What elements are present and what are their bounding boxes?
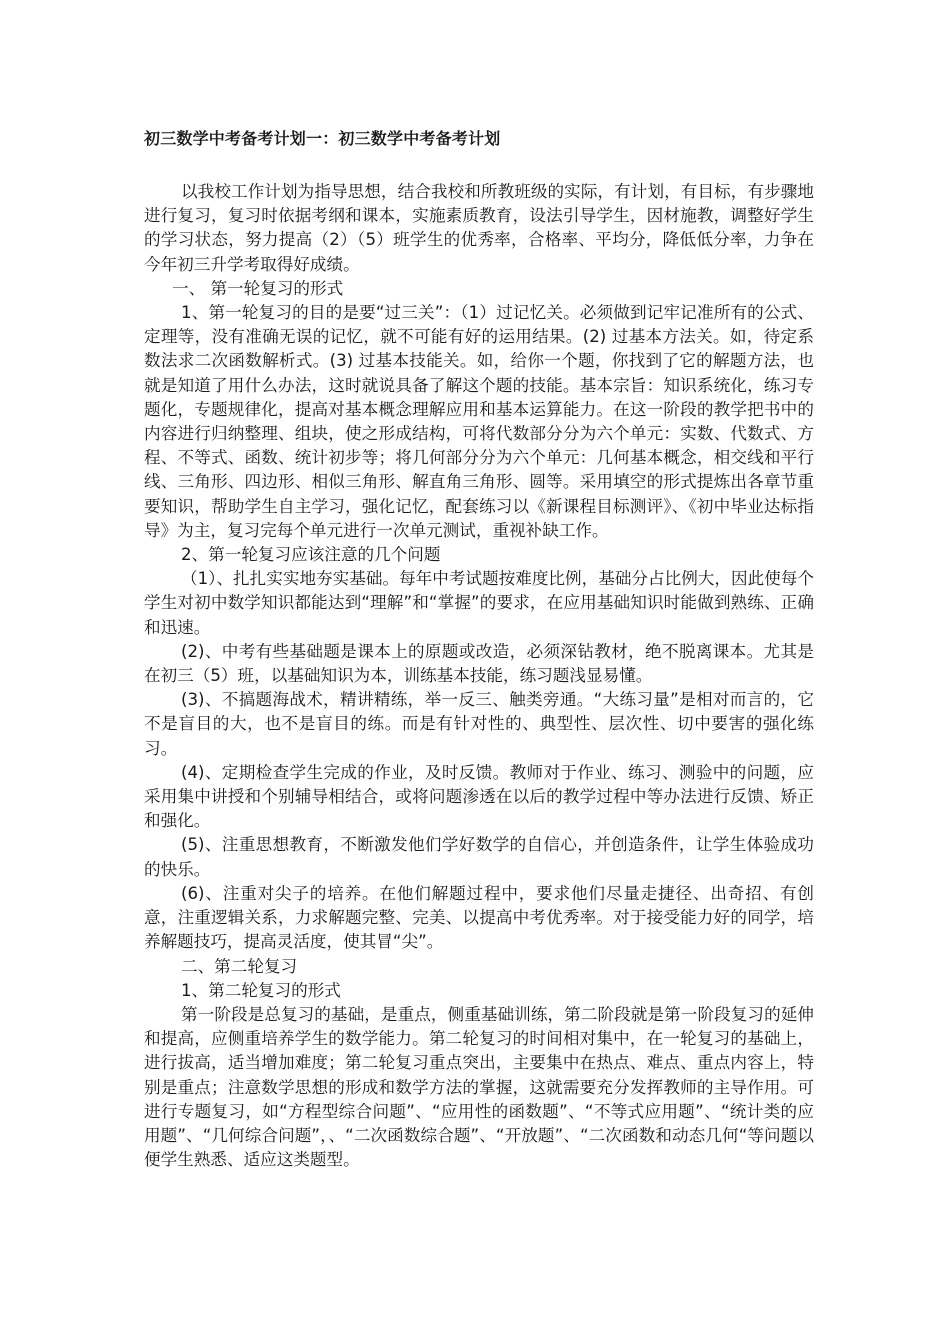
- issue-5-paragraph: (5)、注重思想教育，不断激发他们学好数学的自信心，并创造条件，让学生体验成功的快乐。: [144, 835, 814, 879]
- first-round-purpose-paragraph: 1、第一轮复习的目的是要“过三关”：（1）过记忆关。必须做到记牢记准所有的公式、定理等，没有准确无误的记忆，就不可能有好的运用结果。(2) 过基本方法关。如，待定系数法求二次函数解析式。(3) 过基本技能关。如，给你一个题，你找到了它的解题方法，也就是知道了用什么办法，这时就说具备了解这个题的技能。基本宗旨：知识系统化，练习专题化，专题规律化，提高对基本概念理解应用和基本运算能力。在这一阶段的教学把书中的内容进行归纳整理、组块，使之形成结构，可将代数部分分为六个单元：实数、代数式、方程、不等式、函数、统计初步等；将几何部分分为六个单元：几何基本概念，相交线和平行线、三角形、四边形、相似三角形、解直角三角形、圆等。采用填空的形式提炼出各章节重要知识，帮助学生自主学习，强化记忆，配套练习以《新课程目标测评》、《初中毕业达标指导》为主，复习完每个单元进行一次单元测试，重视补缺工作。: [144, 303, 814, 540]
- subheading-second-round-form: 1、第二轮复习的形式: [181, 980, 341, 1000]
- document-title: 初三数学中考备考计划一：初三数学中考备考计划: [144, 129, 501, 148]
- issue-6-paragraph: (6)、注重对尖子的培养。在他们解题过程中，要求他们尽量走捷径、出奇招、有创意，注重逻辑关系，力求解题完整、完美、以提高中考优秀率。对于接受能力好的同学，培养解题技巧，提高灵活度，使其冒“尖”。: [144, 883, 814, 952]
- section-heading-second-round: 二、第二轮复习: [181, 956, 298, 976]
- issue-3-paragraph: (3)、不搞题海战术，精讲精练，举一反三、触类旁通。“大练习量”是相对而言的，它不是盲目的大，也不是盲目的练。而是有针对性的、典型性、层次性、切中要害的强化练习。: [144, 690, 814, 758]
- section-heading-first-round: 一、 第一轮复习的形式: [172, 278, 344, 298]
- issue-4-paragraph: (4)、定期检查学生完成的作业，及时反馈。教师对于作业、练习、测验中的问题，应采用集中讲授和个别辅导相结合，或将问题渗透在以后的教学过程中等办法进行反馈、矫正和强化。: [144, 762, 814, 831]
- document-page: [144, 118, 814, 1172]
- intro-paragraph: 以我校工作计划为指导思想，结合我校和所教班级的实际，有计划，有目标，有步骤地进行复习，复习时依据考纲和课本，实施素质教育，设法引导学生，因材施教，调整好学生的学习状态，努力提高（2）（5）班学生的优秀率，合格率、平均分，降低低分率，力争在今年初三升学考取得好成绩。: [144, 182, 814, 274]
- issue-1-paragraph: （1）、扎扎实实地夯实基础。每年中考试题按难度比例，基础分占比例大，因此使每个学生对初中数学知识都能达到“理解”和“掌握”的要求，在应用基础知识时能做到熟练、正确和迅速。: [144, 569, 814, 637]
- subheading-first-round-issues: 2、第一轮复习应该注意的几个问题: [181, 545, 441, 565]
- second-round-paragraph: 第一阶段是总复习的基础，是重点，侧重基础训练，第二阶段就是第一阶段复习的延伸和提高，应侧重培养学生的数学能力。第二轮复习的时间相对集中，在一轮复习的基础上，进行拔高，适当增加难度；第二轮复习重点突出，主要集中在热点、难点、重点内容上，特别是重点；注意数学思想的形成和数学方法的掌握，这就需要充分发挥教师的主导作用。可进行专题复习，如“方程型综合问题”、“应用性的函数题”、“不等式应用题”、“统计类的应用题”、“几何综合问题”，、“二次函数综合题”、“开放题”、“二次函数和动态几何“等问题以便学生熟悉、适应这类题型。: [144, 1004, 814, 1170]
- issue-2-paragraph: (2)、中考有些基础题是课本上的原题或改造，必须深钻教材，绝不脱离课本。尤其是在初三（5）班，以基础知识为本，训练基本技能，练习题浅显易懂。: [144, 641, 814, 686]
